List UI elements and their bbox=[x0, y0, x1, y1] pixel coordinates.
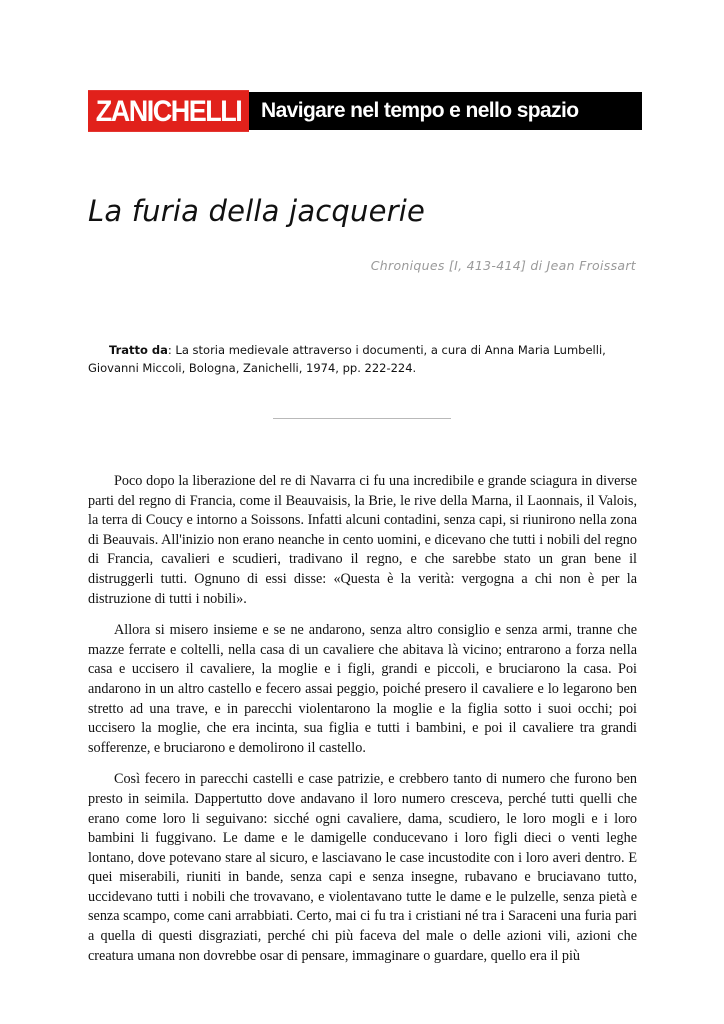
document-subtitle: Chroniques [I, 413-414] di Jean Froissart bbox=[370, 258, 636, 273]
banner-tagline: Navigare nel tempo e nello spazio bbox=[249, 92, 642, 130]
source-label: Tratto da bbox=[109, 343, 168, 357]
document-body bbox=[88, 472, 637, 978]
body-paragraph: Poco dopo la liberazione del re di Navarra ci fu una incredibile e grande sciagura in diverse parti del regno di Francia, come il Beauvaisis, la Brie, le rive della Marna, il Laonnais, il Valois, la terra di Coucy e intorno a Soissons. Infatti alcuni contadini, senza capi, si riunirono nella zona di Beauvais. All'inizio non erano neanche in cento uomini, e dicevano che tutti i nobili del regno di Francia, cavalieri e scudieri, tradivano il regno, e che sarebbe stato un gran bene il distruggerli tutti. Ognuno di essi disse: «Questa è la verità: vergogna a chi non è per la distruzione di tutti i nobili». bbox=[88, 473, 637, 607]
publisher-banner bbox=[88, 92, 642, 130]
source-citation bbox=[88, 341, 636, 377]
body-paragraph: Così fecero in parecchi castelli e case patrizie, e crebbero tanto di numero che furono ben presto in seimila. Dappertutto dove andavano il loro numero cresceva, perché tutti quelli che erano come loro li seguivano: sicché ogni cavaliere, dama, scudiero, le loro mogli e i loro bambini li fuggivano. Le dame e le damigelle conducevano i loro figli dieci o venti leghe lontano, dove potevano stare al sicuro, e lasciavano le case incustodite con i loro averi dentro. E quei miserabili, riuniti in bande, senza capi e senza insegne, rubavano e bruciavano tutto, uccidevano tutti i nobili che trovavano, e violentavano tutte le dame e le pulzelle, senza pietà e senza scampo, come cani arrabbiati. Certo, mai ci fu tra i cristiani né tra i Saraceni una furia pari a quella di questi disgraziati, perché chi più faceva del male o delle azioni vili, azioni che creatura umana non dovrebbe osar di pensare, immaginare o guardare, quello era il più bbox=[88, 771, 637, 964]
body-paragraph: Allora si misero insieme e se ne andarono, senza altro consiglio e senza armi, tranne che mazze ferrate e coltelli, nella casa di un cavaliere che abitava là vicino; entrarono a forza nella casa e uccisero il cavaliere, la moglie e i figli, grandi e piccoli, e bruciarono la casa. Poi andarono in un altro castello e fecero assai peggio, poiché presero il cavaliere e lo legarono ben stretto ad una trave, e in parecchi violentarono la moglie e la figlia sotto i suoi occhi; poi uccisero la moglie, che era incinta, sua figlia e tutti i bambini, e poi il cavaliere tra grandi sofferenze, e bruciarono e demolirono il castello. bbox=[88, 622, 637, 756]
section-divider bbox=[273, 418, 451, 419]
publisher-logo: ZANICHELLI bbox=[88, 90, 249, 132]
document-title: La furia della jacquerie bbox=[88, 194, 426, 228]
source-text: : La storia medievale attraverso i documenti, a cura di Anna Maria Lumbelli, Giovanni Miccoli, Bologna, Zanichelli, 1974, pp. 222-224. bbox=[88, 343, 606, 375]
